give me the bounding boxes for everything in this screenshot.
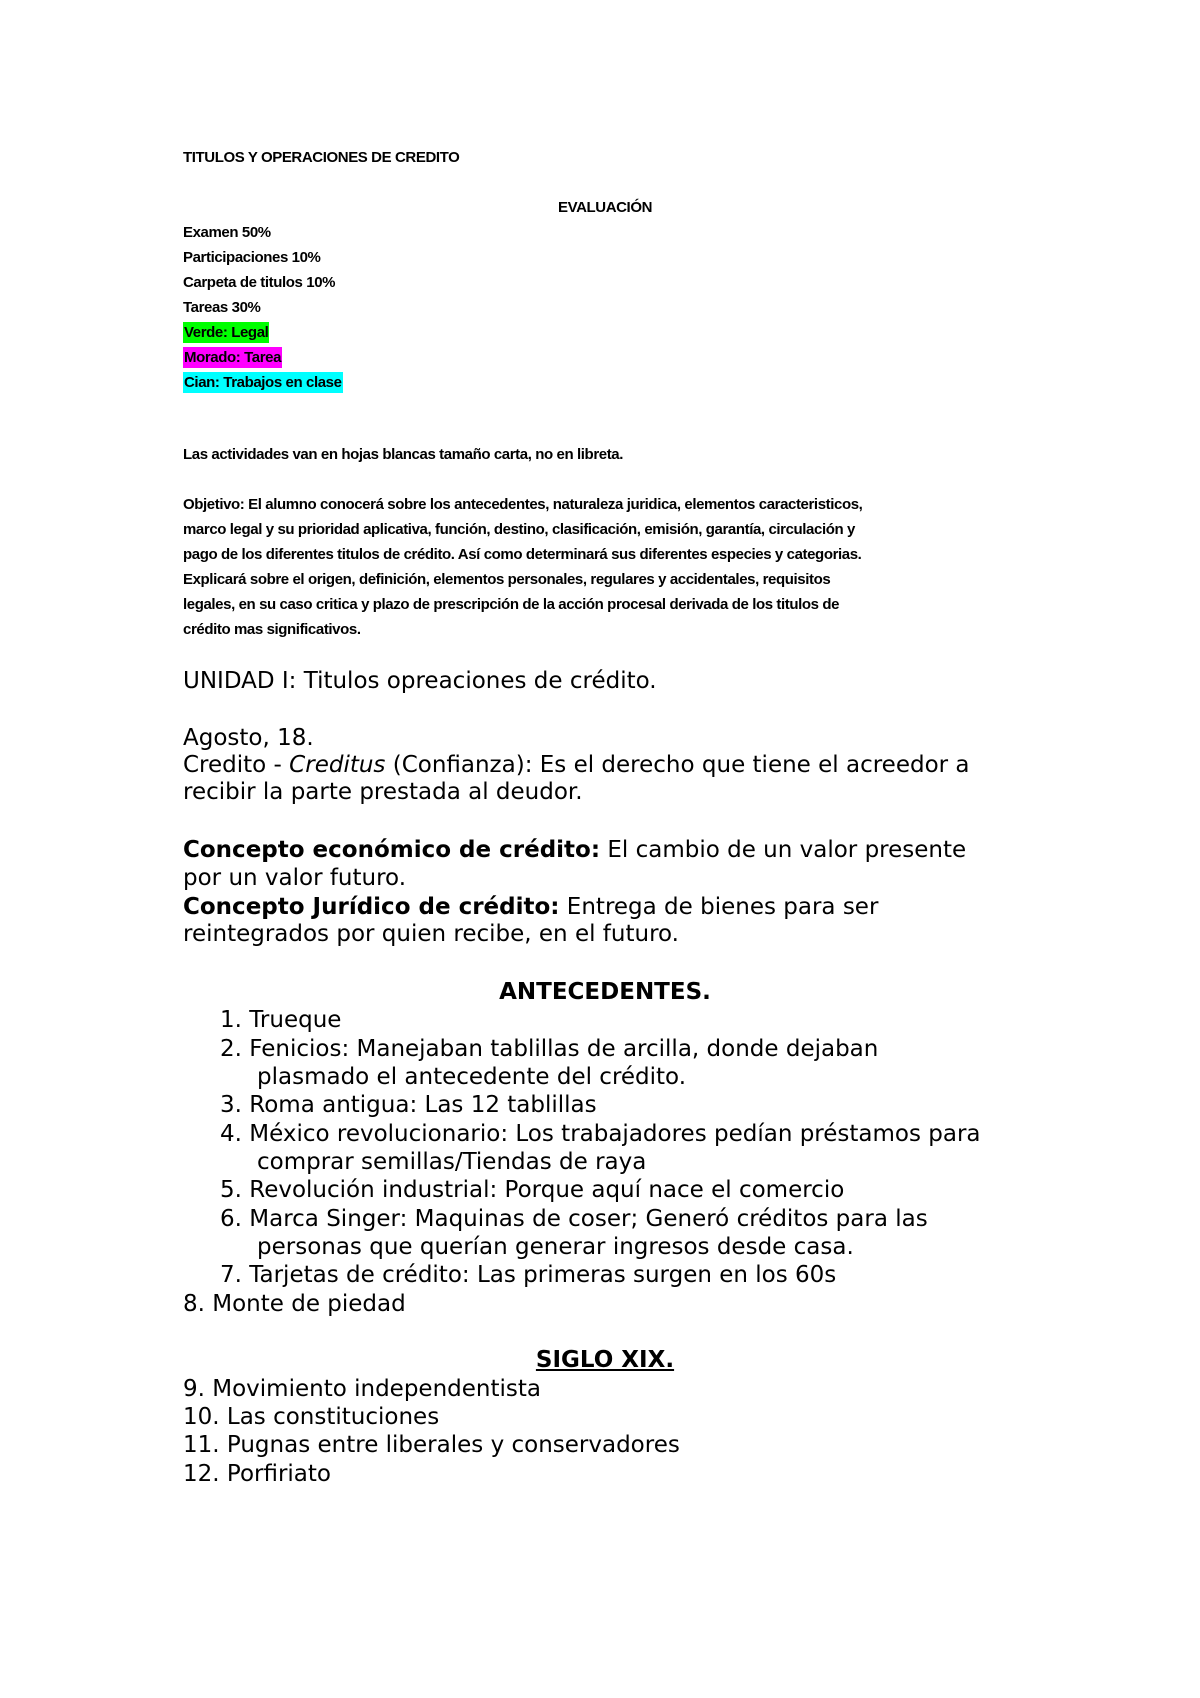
list-item: 8. Monte de piedad — [183, 1291, 406, 1317]
credito-text: (Confianza): Es el derecho que tiene el acreedor a — [385, 752, 970, 778]
objective-line: crédito mas significativos. — [183, 621, 361, 638]
unit-heading: UNIDAD I: Titulos opreaciones de crédito. — [183, 668, 657, 694]
list-item — [220, 1035, 878, 1063]
objective-line: legales, en su caso critica y plazo de prescripción de la acción procesal derivada de los titulos de — [183, 596, 840, 613]
item-text: Marca Singer: Maquinas de coser; Generó créditos para las — [249, 1206, 928, 1232]
list-item: 10. Las constituciones — [183, 1404, 440, 1430]
list-item: 11. Pugnas entre liberales y conservadores — [183, 1432, 680, 1458]
legal-concept-cont: reintegrados por quien recibe, en el futuro. — [183, 921, 679, 947]
economic-concept — [183, 836, 966, 864]
credito-definition-cont: recibir la parte prestada al deudor. — [183, 779, 583, 805]
list-item — [220, 1176, 844, 1204]
list-item: 9. Movimiento independentista — [183, 1376, 541, 1402]
economic-text: El cambio de un valor presente — [600, 837, 967, 863]
item-number: 6. — [220, 1206, 242, 1232]
legend-purple: Morado: Tarea — [184, 349, 282, 366]
item-text: Revolución industrial: Porque aquí nace el comercio — [249, 1177, 845, 1203]
list-item — [220, 1205, 928, 1233]
legend-green: Verde: Legal — [184, 324, 269, 341]
objective-line: marco legal y su prioridad aplicativa, función, destino, clasificación, emisión, garantía, circulación y — [183, 521, 855, 538]
legal-concept — [183, 893, 878, 921]
evaluation-item: Tareas 30% — [183, 299, 261, 316]
objective-line: pago de los diferentes titulos de crédito. Así como determinará sus diferentes especies y categorias. — [183, 546, 862, 563]
item-number: 2. — [220, 1036, 242, 1062]
document-title: TITULOS Y OPERACIONES DE CREDITO — [183, 149, 460, 166]
list-item — [220, 1261, 836, 1289]
credito-definition — [183, 751, 970, 779]
economic-concept-cont: por un valor futuro. — [183, 865, 407, 891]
antecedentes-heading: ANTECEDENTES. — [499, 979, 711, 1005]
legend-cyan: Cian: Trabajos en clase — [184, 374, 342, 391]
activities-note: Las actividades van en hojas blancas tamaño carta, no en libreta. — [183, 446, 624, 463]
list-item-cont: comprar semillas/Tiendas de raya — [257, 1149, 647, 1175]
objective-line: Explicará sobre el origen, definición, elementos personales, regulares y accidentales, requisitos — [183, 571, 831, 588]
item-number: 4. — [220, 1121, 242, 1147]
legal-label: Concepto Jurídico de crédito: — [183, 894, 560, 920]
item-text: Tarjetas de crédito: Las primeras surgen en los 60s — [249, 1262, 837, 1288]
evaluation-item: Examen 50% — [183, 224, 271, 241]
evaluation-heading: EVALUACIÓN — [557, 199, 653, 216]
item-number: 3. — [220, 1092, 242, 1118]
credito-latin: Creditus — [289, 752, 386, 778]
item-text: México revolucionario: Los trabajadores pedían préstamos para — [249, 1121, 981, 1147]
legal-text: Entrega de bienes para ser — [559, 894, 879, 920]
item-text: Roma antigua: Las 12 tablillas — [249, 1092, 597, 1118]
item-text: Fenicios: Manejaban tablillas de arcilla, donde dejaban — [249, 1036, 879, 1062]
item-text: Trueque — [249, 1007, 342, 1033]
item-number: 5. — [220, 1177, 242, 1203]
date: Agosto, 18. — [183, 725, 314, 751]
list-item: 12. Porfiriato — [183, 1461, 331, 1487]
item-number: 1. — [220, 1007, 242, 1033]
list-item-cont: personas que querían generar ingresos desde casa. — [257, 1234, 854, 1260]
evaluation-item: Participaciones 10% — [183, 249, 321, 266]
objective-line: Objetivo: El alumno conocerá sobre los antecedentes, naturaleza juridica, elementos caracteristicos, — [183, 496, 863, 513]
credito-prefix: Credito - — [183, 752, 290, 778]
item-number: 7. — [220, 1262, 242, 1288]
evaluation-item: Carpeta de titulos 10% — [183, 274, 336, 291]
economic-label: Concepto económico de crédito: — [183, 837, 601, 863]
list-item — [220, 1091, 597, 1119]
list-item — [220, 1006, 341, 1034]
list-item-cont: plasmado el antecedente del crédito. — [257, 1064, 687, 1090]
siglo-heading: SIGLO XIX. — [535, 1347, 675, 1373]
list-item — [220, 1120, 981, 1148]
